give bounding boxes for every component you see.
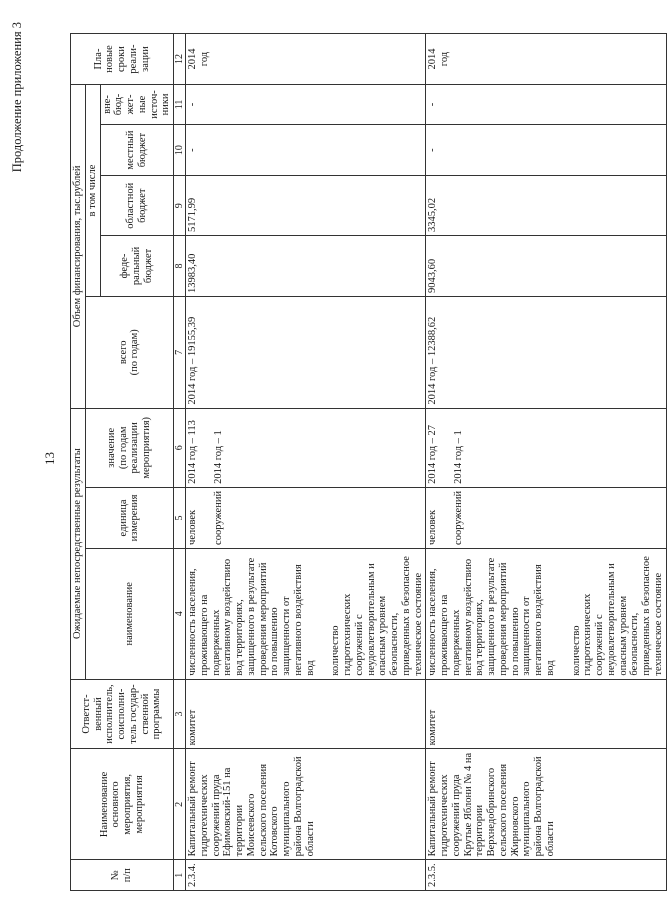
header-results-value: значение (по годам реализации мероприятия) xyxy=(85,408,173,487)
column-number: 6 xyxy=(174,408,186,487)
local-budget: - xyxy=(186,124,426,176)
header-including: в том числе xyxy=(85,85,100,297)
executor: комитет xyxy=(426,679,666,749)
header-local: местный бюджет xyxy=(100,124,174,176)
result-name: численность населения, проживающего на подверженных негативному воздействию вод территориях, защищенного в результате проведения мероприятий по повышению защищенности от негативного воздействия вод xyxy=(427,557,556,676)
extra-budget: - xyxy=(186,85,426,125)
regional-budget: 5171,99 xyxy=(186,176,426,236)
header-funding-total: всего (по годам) xyxy=(85,296,173,408)
result-names xyxy=(426,548,666,679)
header-name: Наименование основного мероприятия, мероприятия xyxy=(71,749,174,860)
result-values xyxy=(186,408,426,487)
row-number: 2.3.4. xyxy=(186,860,426,891)
federal-budget: 13983,40 xyxy=(186,235,426,296)
activity-name: Капитальный ремонт гидротехнических сооружений пруда Ефимовский-151 на территории Моисеевского сельского поселения Котовского муниципального района Волгоградской области xyxy=(186,749,426,860)
header-row-1 xyxy=(71,34,86,891)
federal-budget: 9043,60 xyxy=(426,235,666,296)
header-regional: областной бюджет xyxy=(100,176,174,236)
result-values xyxy=(426,408,666,487)
column-number: 11 xyxy=(174,85,186,125)
column-number-row xyxy=(174,34,186,891)
result-value: 2014 год – 113 xyxy=(187,420,199,484)
implementation-period: 2014 год xyxy=(186,34,426,85)
column-number: 4 xyxy=(174,548,186,679)
result-unit: человек xyxy=(187,509,199,545)
column-number: 3 xyxy=(174,679,186,749)
row-number: 2.3.5. xyxy=(426,860,666,891)
column-number: 2 xyxy=(174,749,186,860)
result-units xyxy=(426,487,666,548)
result-unit: сооружений xyxy=(453,490,465,545)
table-row xyxy=(426,34,666,891)
result-names xyxy=(186,548,426,679)
column-number: 1 xyxy=(174,860,186,891)
activity-name: Капитальный ремонт гидротехнических сооружений пруда Крутые Яблони № 4 на территории Верхнедобринского сельского поселения Жирновского муниципального района Волгоградской области xyxy=(426,749,666,860)
implementation-period: 2014 год xyxy=(426,34,666,85)
header-extra: вне- бюд- жет- ные источ- ники xyxy=(100,85,174,125)
result-value: 2014 год – 27 xyxy=(427,424,439,484)
appendix-note: Продолжение приложения 3 xyxy=(10,22,24,173)
column-number: 12 xyxy=(174,34,186,85)
column-number: 8 xyxy=(174,235,186,296)
header-executor: Ответст- венный исполнитель, соисполни- тель государ- ственной программы xyxy=(71,679,174,749)
result-unit: сооружений xyxy=(212,490,224,545)
header-num: № п/п xyxy=(71,860,174,891)
table-row xyxy=(186,34,426,891)
column-number: 5 xyxy=(174,487,186,548)
result-units xyxy=(186,487,426,548)
program-table xyxy=(70,33,667,891)
header-results-unit: единица измерения xyxy=(85,487,173,548)
column-number: 9 xyxy=(174,176,186,236)
header-results-name: наименование xyxy=(85,548,173,679)
page-number: 13 xyxy=(42,452,57,465)
funding-total: 2014 год – 19155,39 xyxy=(186,296,426,408)
executor: комитет xyxy=(186,679,426,749)
result-name: количество гидротехнических сооружений с неудовлетворительным и опасным уровнем безопасности, приведенных в безопасное техническое состояние xyxy=(570,556,664,676)
column-number: 10 xyxy=(174,124,186,176)
column-number: 7 xyxy=(174,296,186,408)
extra-budget: - xyxy=(426,85,666,125)
regional-budget: 3345,02 xyxy=(426,176,666,236)
header-results-group: Ожидаемые непосредственные результаты xyxy=(71,408,86,679)
result-unit: человек xyxy=(427,509,439,545)
result-name: количество гидротехнических сооружений с неудовлетворительным и опасным уровнем безопасности, приведенных в безопасное техническое состояние xyxy=(330,556,424,676)
header-funding-group: Объем финансирования, тыс.рублей xyxy=(71,85,86,409)
result-value: 2014 год – 1 xyxy=(212,430,224,484)
local-budget: - xyxy=(426,124,666,176)
header-federal: феде- ральный бюджет xyxy=(100,235,174,296)
funding-total: 2014 год – 12388,62 xyxy=(426,296,666,408)
result-name: численность населения, проживающего на подверженных негативному воздействию вод территориях, защищенного в результате проведения мероприятий по повышению защищенности от негативного воздействия вод xyxy=(187,557,316,676)
header-period: Пла- новые сроки реали- зации xyxy=(71,34,174,85)
result-value: 2014 год – 1 xyxy=(453,430,465,484)
